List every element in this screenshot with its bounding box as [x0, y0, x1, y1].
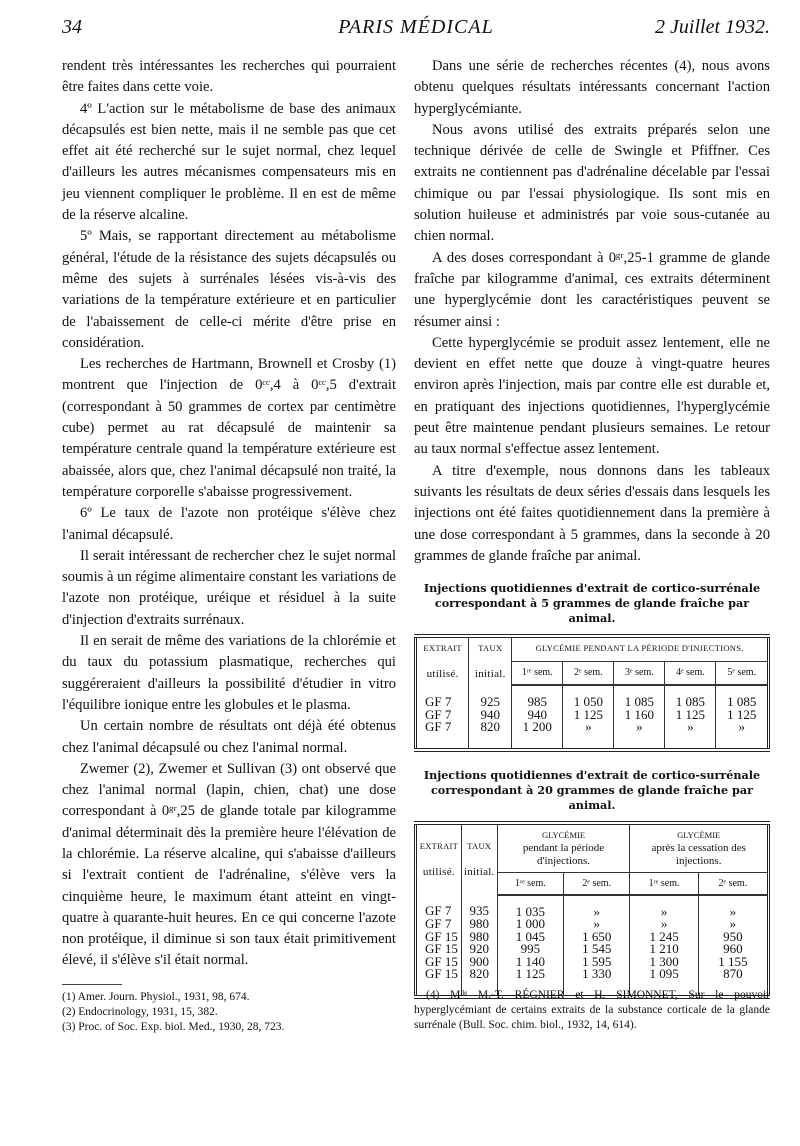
cell-glycemia: 985 — [512, 685, 563, 709]
col-header-group-during — [497, 823, 630, 873]
footnote-right — [414, 988, 770, 1033]
paragraph: 6º Le taux de l'azote non protéique s'élève chez l'animal décapsulé. — [62, 505, 396, 543]
footnote: (1) Amer. Journ. Physiol., 1931, 98, 674. — [62, 991, 250, 1003]
page-header — [62, 16, 770, 46]
cell-glycemia: 870 — [698, 968, 768, 997]
cell-glycemia: 1 000 — [497, 918, 563, 931]
paragraph: 4º L'action sur le métabolisme de base des animaux décapsulés est bien nette, mais il ne semble pas que cet effet ait été recherché sur le sujet normal, chez lequel d'ailleurs les autres mécanismes compensateurs mis en jeu viennent compliquer le problème. Il en est de même de la réserve alcaline. — [62, 100, 396, 224]
cell-glycemia: 1 140 — [497, 956, 563, 969]
cell-extrait: GF 15 — [425, 966, 458, 982]
footnotes-left — [62, 990, 396, 1035]
cell-glycemia: 1 045 — [497, 931, 563, 944]
header-text: GLYCÉMIE — [542, 829, 586, 840]
col-header-week: 1ʳᵉ sem. — [630, 872, 698, 895]
cell-glycemia: 960 — [698, 943, 768, 956]
table-row — [416, 709, 769, 722]
table1-caption: Injections quotidiennes d'extrait de cortico-surrénale correspondant à 5 grammes de glande fraîche par animal. — [423, 581, 761, 626]
cell-taux: 900 — [461, 956, 497, 969]
header-text: après la cessation des injections. — [651, 841, 746, 867]
header-text: initial. — [474, 668, 506, 681]
header-text: EXTRAIT — [423, 643, 462, 654]
cell-glycemia: 1 330 — [564, 968, 630, 997]
cell-taux: 935 — [461, 895, 497, 919]
col-header-group-after — [630, 823, 769, 873]
col-header-week: 1ʳᵉ sem. — [512, 661, 563, 685]
cell-glycemia: 1 085 — [716, 685, 769, 709]
cell-glycemia: 1 085 — [665, 685, 716, 709]
paragraph: Il serait intéressant de rechercher chez le sujet normal soumis à un régime alimentaire constant les variations de l'azote non protéique, uréique et résiduel à la suite d'injection d'extraits surrénaux. — [62, 547, 396, 628]
cell-taux: 820 — [469, 721, 512, 750]
col-header-week: 2ᵉ sem. — [563, 661, 614, 685]
cell-extrait: GF 15 — [425, 928, 458, 944]
paragraph: Nous avons utilisé des extraits préparés selon une technique dérivée de celle de Swingle et Pfiffner. Ces extraits ne contiennent pas d'adrénaline décelable par l'essai chimique ou par l'essai physiologique. Ils sont mis en solution huileuse et administrés par voie sous-cutanée au chien normal. — [414, 121, 770, 245]
paragraph: rendent très intéressantes les recherches qui pourraient être faites dans cette voie. — [62, 58, 396, 96]
cell-taux: 980 — [461, 918, 497, 931]
cell-taux: 920 — [461, 943, 497, 956]
cell-glycemia: » — [665, 721, 716, 750]
cell-taux: 925 — [469, 685, 512, 709]
col-header-week: 2ᵉ sem. — [698, 872, 768, 895]
cell-glycemia: 1 125 — [665, 709, 716, 722]
cell-glycemia: 1 595 — [564, 956, 630, 969]
col-header-week: 1ʳᵉ sem. — [497, 872, 563, 895]
cell-glycemia: 1 125 — [716, 709, 769, 722]
header-text: utilisé. — [422, 866, 455, 879]
cell-glycemia: 950 — [698, 931, 768, 944]
cell-glycemia: 1 035 — [497, 895, 563, 919]
col-header-week: 4ᵉ sem. — [665, 661, 716, 685]
cell-glycemia: 1 125 — [497, 968, 563, 997]
cell-glycemia: » — [564, 895, 630, 919]
cell-glycemia: » — [564, 918, 630, 931]
issue-date: 2 Juillet 1932. — [655, 16, 770, 38]
header-text: utilisé. — [426, 668, 459, 681]
col-header-group: GLYCÉMIE PENDANT LA PÉRIODE D'INJECTIONS. — [512, 636, 769, 661]
cell-extrait: GF 7 — [425, 719, 452, 735]
cell-taux: 820 — [461, 968, 497, 997]
cell-extrait: GF 15 — [425, 941, 458, 957]
right-column — [414, 56, 770, 999]
cell-taux: 940 — [469, 709, 512, 722]
col-header-extrait — [416, 636, 469, 685]
cell-glycemia: » — [716, 721, 769, 750]
paragraph: Un certain nombre de résultats ont déjà été obtenus chez l'animal décapsulé ou chez l'animal normal. — [62, 718, 396, 756]
footnote: (3) Proc. of Soc. Exp. biol. Med., 1930, 28, 723. — [62, 1021, 285, 1033]
footnote: (4) Mˡˡᵉ M.-T. RÉGNIER et H. SIMONNET, Sur le pouvoir hyperglycémiant de certains extraits de la substance corticale de la glande surrénale (Bull. Soc. chim. biol., 1932, 14, 614). — [414, 989, 770, 1031]
header-text: GLYCÉMIE — [677, 829, 721, 840]
header-text: pendant la période d'injections. — [522, 841, 605, 867]
cell-glycemia: 1 300 — [630, 956, 698, 969]
header-text: TAUX — [478, 643, 503, 654]
cell-glycemia: 1 200 — [512, 721, 563, 750]
table-row — [416, 685, 769, 709]
cell-glycemia: » — [614, 721, 665, 750]
col-header-taux — [469, 636, 512, 685]
cell-glycemia: 1 125 — [563, 709, 614, 722]
cell-glycemia: 1 155 — [698, 956, 768, 969]
table2-caption: Injections quotidiennes d'extrait de cortico-surrénale correspondant à 20 grammes de glande fraîche par animal. — [423, 767, 761, 812]
col-header-taux — [461, 823, 497, 895]
cell-extrait: GF 7 — [425, 706, 452, 722]
paragraph: Les recherches de Hartmann, Brownell et Crosby (1) montrent que l'injection de 0ᶜᶜ,4 à 0ᶜᶜ,5 d'extrait (correspondant à 50 grammes de cortex par centimètre cube) permet au rat décapsulé de maintenir sa température centrale quand la température extérieure est abaissée, alors que, chez l'animal décapsulé non traité, la température corporelle s'abaisse progressivement. — [62, 356, 396, 500]
header-text: EXTRAIT — [419, 841, 459, 852]
table-row — [416, 895, 769, 919]
cell-glycemia: 1 545 — [564, 943, 630, 956]
cell-glycemia: » — [698, 918, 768, 931]
left-column — [62, 56, 396, 972]
cell-glycemia: 995 — [497, 943, 563, 956]
cell-glycemia: » — [630, 895, 698, 919]
cell-extrait: GF 7 — [425, 693, 452, 709]
cell-glycemia: 1 095 — [630, 968, 698, 997]
col-header-extrait — [416, 823, 462, 895]
table-glycemia-20g — [414, 821, 770, 999]
cell-taux: 980 — [461, 931, 497, 944]
paragraph: 5º Mais, se rapportant directement au métabolisme général, l'étude de la résistance des sujets décapsulés ou même des sujets à surrénales lésées vis-à-vis des variations de la température extérieure et en particulier de l'abaissement de celle-ci mérite d'être prise en considération. — [62, 228, 396, 351]
header-text: initial. — [463, 866, 495, 879]
cell-glycemia: 1 245 — [630, 931, 698, 944]
header-text: TAUX — [467, 841, 492, 852]
cell-glycemia: » — [630, 918, 698, 931]
paragraph: Zwemer (2), Zwemer et Sullivan (3) ont observé que chez l'animal normal (lapin, chien, chat) une dose correspondant à 0ᵍʳ,25 de glande totale par kilogramme d'animal déterminait dès la première heure l'élévation de la chlorémie. La réserve alcaline, qui s'abaisse d'ailleurs si l'extrait contient de l'adrénaline, s'élève vers la cinquième heure, le maximum étant atteint en vingt-quatre à quarante-huit heures. En ce qui concerne l'azote non protéique, il diminue si son taux était primitivement élevé, il s'élève s'il était normal. — [62, 760, 396, 969]
col-header-week: 3ᵉ sem. — [614, 661, 665, 685]
cell-extrait: GF 15 — [425, 953, 458, 969]
paragraph: Dans une série de recherches récentes (4), nous avons obtenu quelques résultats intéressants concernant l'action hyperglycémiante. — [414, 58, 770, 117]
paragraph: Cette hyperglycémie se produit assez lentement, elle ne devient en effet nette que douze à vingt-quatre heures environ après l'injection, mais par contre elle est durable et, en pratiquant des injections quotidiennes, l'hyperglycémie peut être maintenue pendant plusieurs semaines. Le retour au taux normal s'effectue assez lentement. — [414, 334, 770, 458]
table-glycemia-5g — [414, 634, 770, 752]
cell-glycemia: 1 650 — [564, 931, 630, 944]
paragraph: A des doses correspondant à 0ᵍʳ,25-1 gramme de glande fraîche par kilogramme d'animal, ces extraits déterminent une hyperglycémie dont les caractéristiques peuvent se résumer ainsi : — [414, 249, 770, 330]
page-number: 34 — [62, 16, 82, 38]
cell-glycemia: » — [698, 895, 768, 919]
cell-glycemia: » — [563, 721, 614, 750]
journal-title: PARIS MÉDICAL — [338, 16, 494, 38]
cell-extrait: GF 7 — [425, 903, 452, 919]
cell-glycemia: 1 210 — [630, 943, 698, 956]
cell-extrait: GF 7 — [425, 916, 452, 932]
paragraph: A titre d'exemple, nous donnons dans les tableaux suivants les résultats de deux séries d'essais dans lesquels les injections ont été faites quotidiennement dans la première à une dose correspondant à 5 grammes, dans la seconde à 20 grammes de glande fraîche par animal. — [414, 462, 770, 564]
col-header-week: 2ᵉ sem. — [564, 872, 630, 895]
cell-glycemia: 1 160 — [614, 709, 665, 722]
table-row — [416, 721, 769, 750]
cell-glycemia: 1 085 — [614, 685, 665, 709]
col-header-week: 5ᵉ sem. — [716, 661, 769, 685]
footnote-rule — [62, 984, 122, 985]
cell-glycemia: 1 050 — [563, 685, 614, 709]
paragraph: Il en serait de même des variations de la chlorémie et du taux du potassium plasmatique, recherches qui suggéreraient d'ailleurs la possibilité d'étudier in vitro l'équilibre ionique entre les globules et le plasma. — [62, 633, 396, 713]
cell-glycemia: 940 — [512, 709, 563, 722]
footnote: (2) Endocrinology, 1931, 15, 382. — [62, 1006, 218, 1018]
